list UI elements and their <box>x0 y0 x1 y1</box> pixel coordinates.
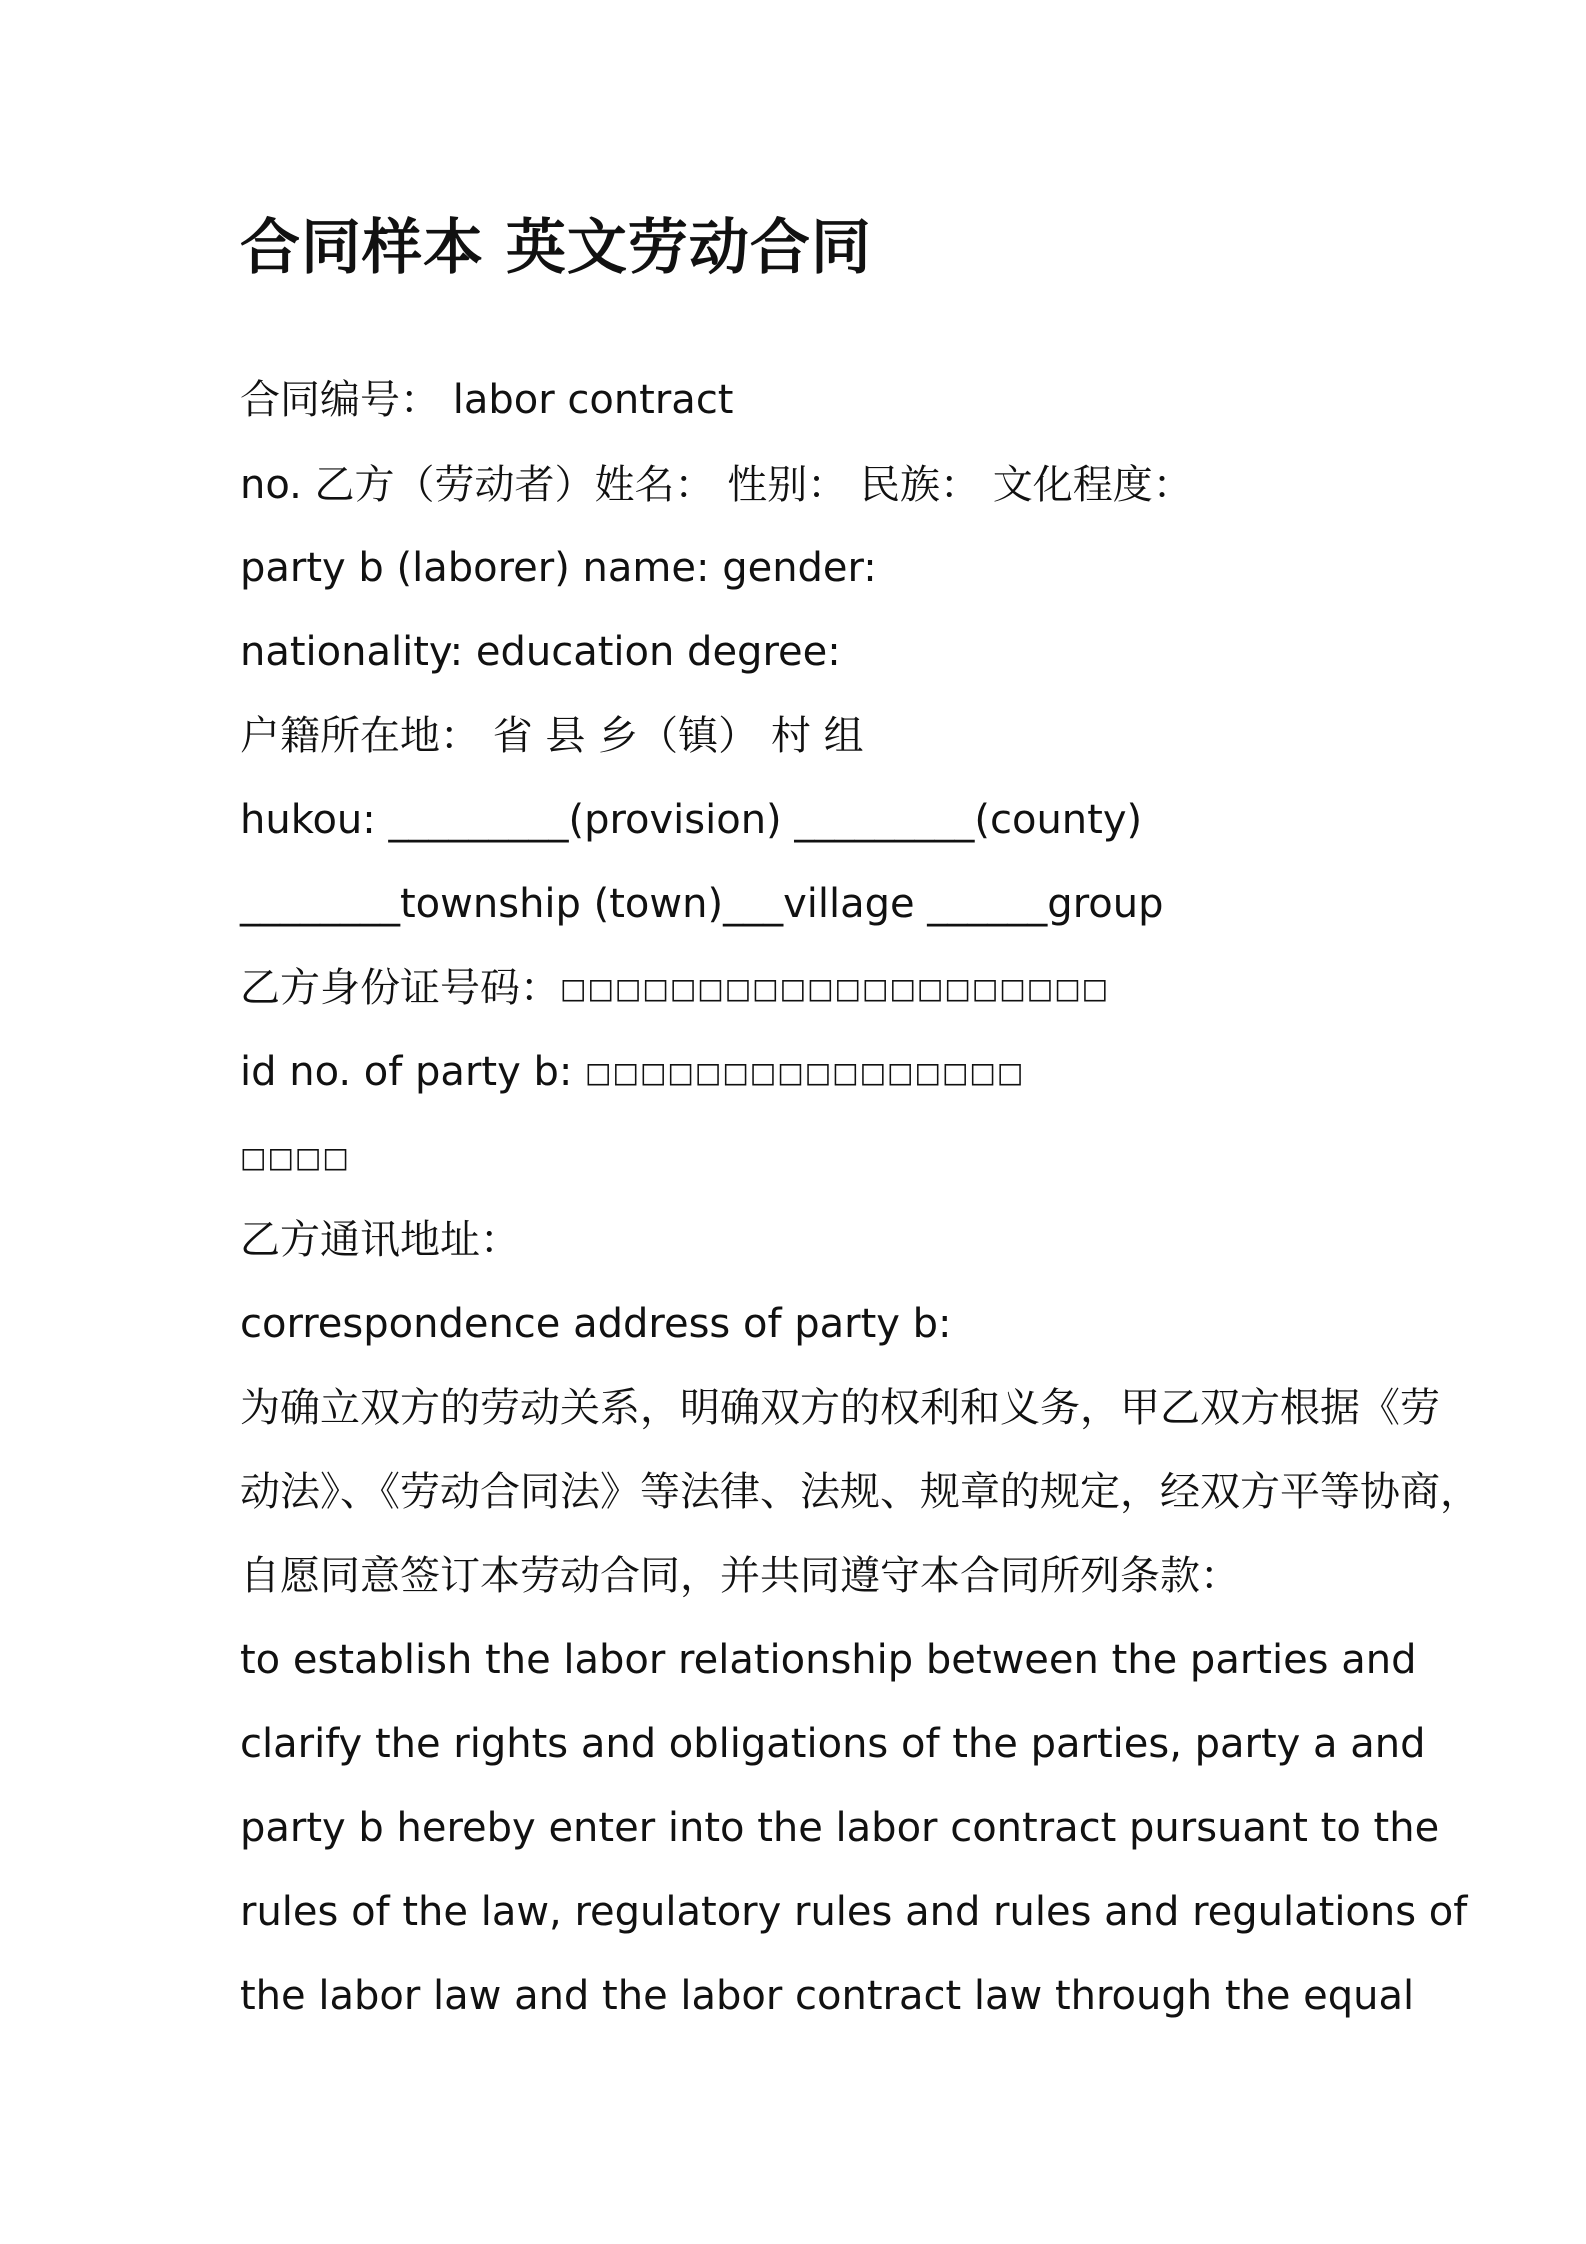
township-line: ________township (town)___village ______group <box>240 881 1164 927</box>
preamble-en-line-5: the labor law and the labor contract law through the equal <box>240 1973 1415 2019</box>
hukou-line-en: hukou: _________(provision) _________(county) <box>240 797 1143 843</box>
id-number-label-cn: 乙方身份证号码： <box>240 965 560 1011</box>
hukou-line-cn: 户籍所在地： 省 县 乡（镇） 村 组 <box>240 713 864 759</box>
preamble-cn-line-3: 自愿同意签订本劳动合同，并共同遵守本合同所列条款： <box>240 1553 1240 1599</box>
nationality-line: nationality: education degree: <box>240 629 841 675</box>
preamble-en-line-1: to establish the labor relationship between the parties and <box>240 1637 1417 1683</box>
party-b-name-line-cn: no. 乙方（劳动者）姓名： 性别： 民族： 文化程度： <box>240 462 1193 508</box>
address-line-en: correspondence address of party b: <box>240 1301 952 1347</box>
contract-number-line: 合同编号： labor contract <box>240 377 734 423</box>
preamble-en-line-4: rules of the law, regulatory rules and rules and regulations of <box>240 1889 1468 1935</box>
id-number-label-en: id no. of party b: <box>240 1049 586 1095</box>
id-number-line-cn <box>240 966 1109 1010</box>
id-number-line-en <box>240 1050 1024 1094</box>
id-number-boxes-wrap: □□□□ <box>240 1141 350 1174</box>
preamble-en-line-3: party b hereby enter into the labor contract pursuant to the <box>240 1805 1440 1851</box>
party-b-name-line-en: party b (laborer) name: gender: <box>240 545 877 591</box>
id-number-boxes-en: □□□□□□□□□□□□□□□□ <box>585 1056 1025 1089</box>
preamble-cn-line-1: 为确立双方的劳动关系，明确双方的权利和义务，甲乙双方根据《劳 <box>240 1385 1440 1431</box>
document-title: 合同样本 英文劳动合同 <box>240 213 872 283</box>
address-line-cn: 乙方通讯地址： <box>240 1217 520 1263</box>
preamble-cn-line-2: 动法》、《劳动合同法》等法律、法规、规章的规定，经双方平等协商， <box>240 1469 1480 1515</box>
preamble-en-line-2: clarify the rights and obligations of the parties, party a and <box>240 1721 1426 1767</box>
id-number-boxes-cn: □□□□□□□□□□□□□□□□□□□□ <box>560 972 1110 1005</box>
